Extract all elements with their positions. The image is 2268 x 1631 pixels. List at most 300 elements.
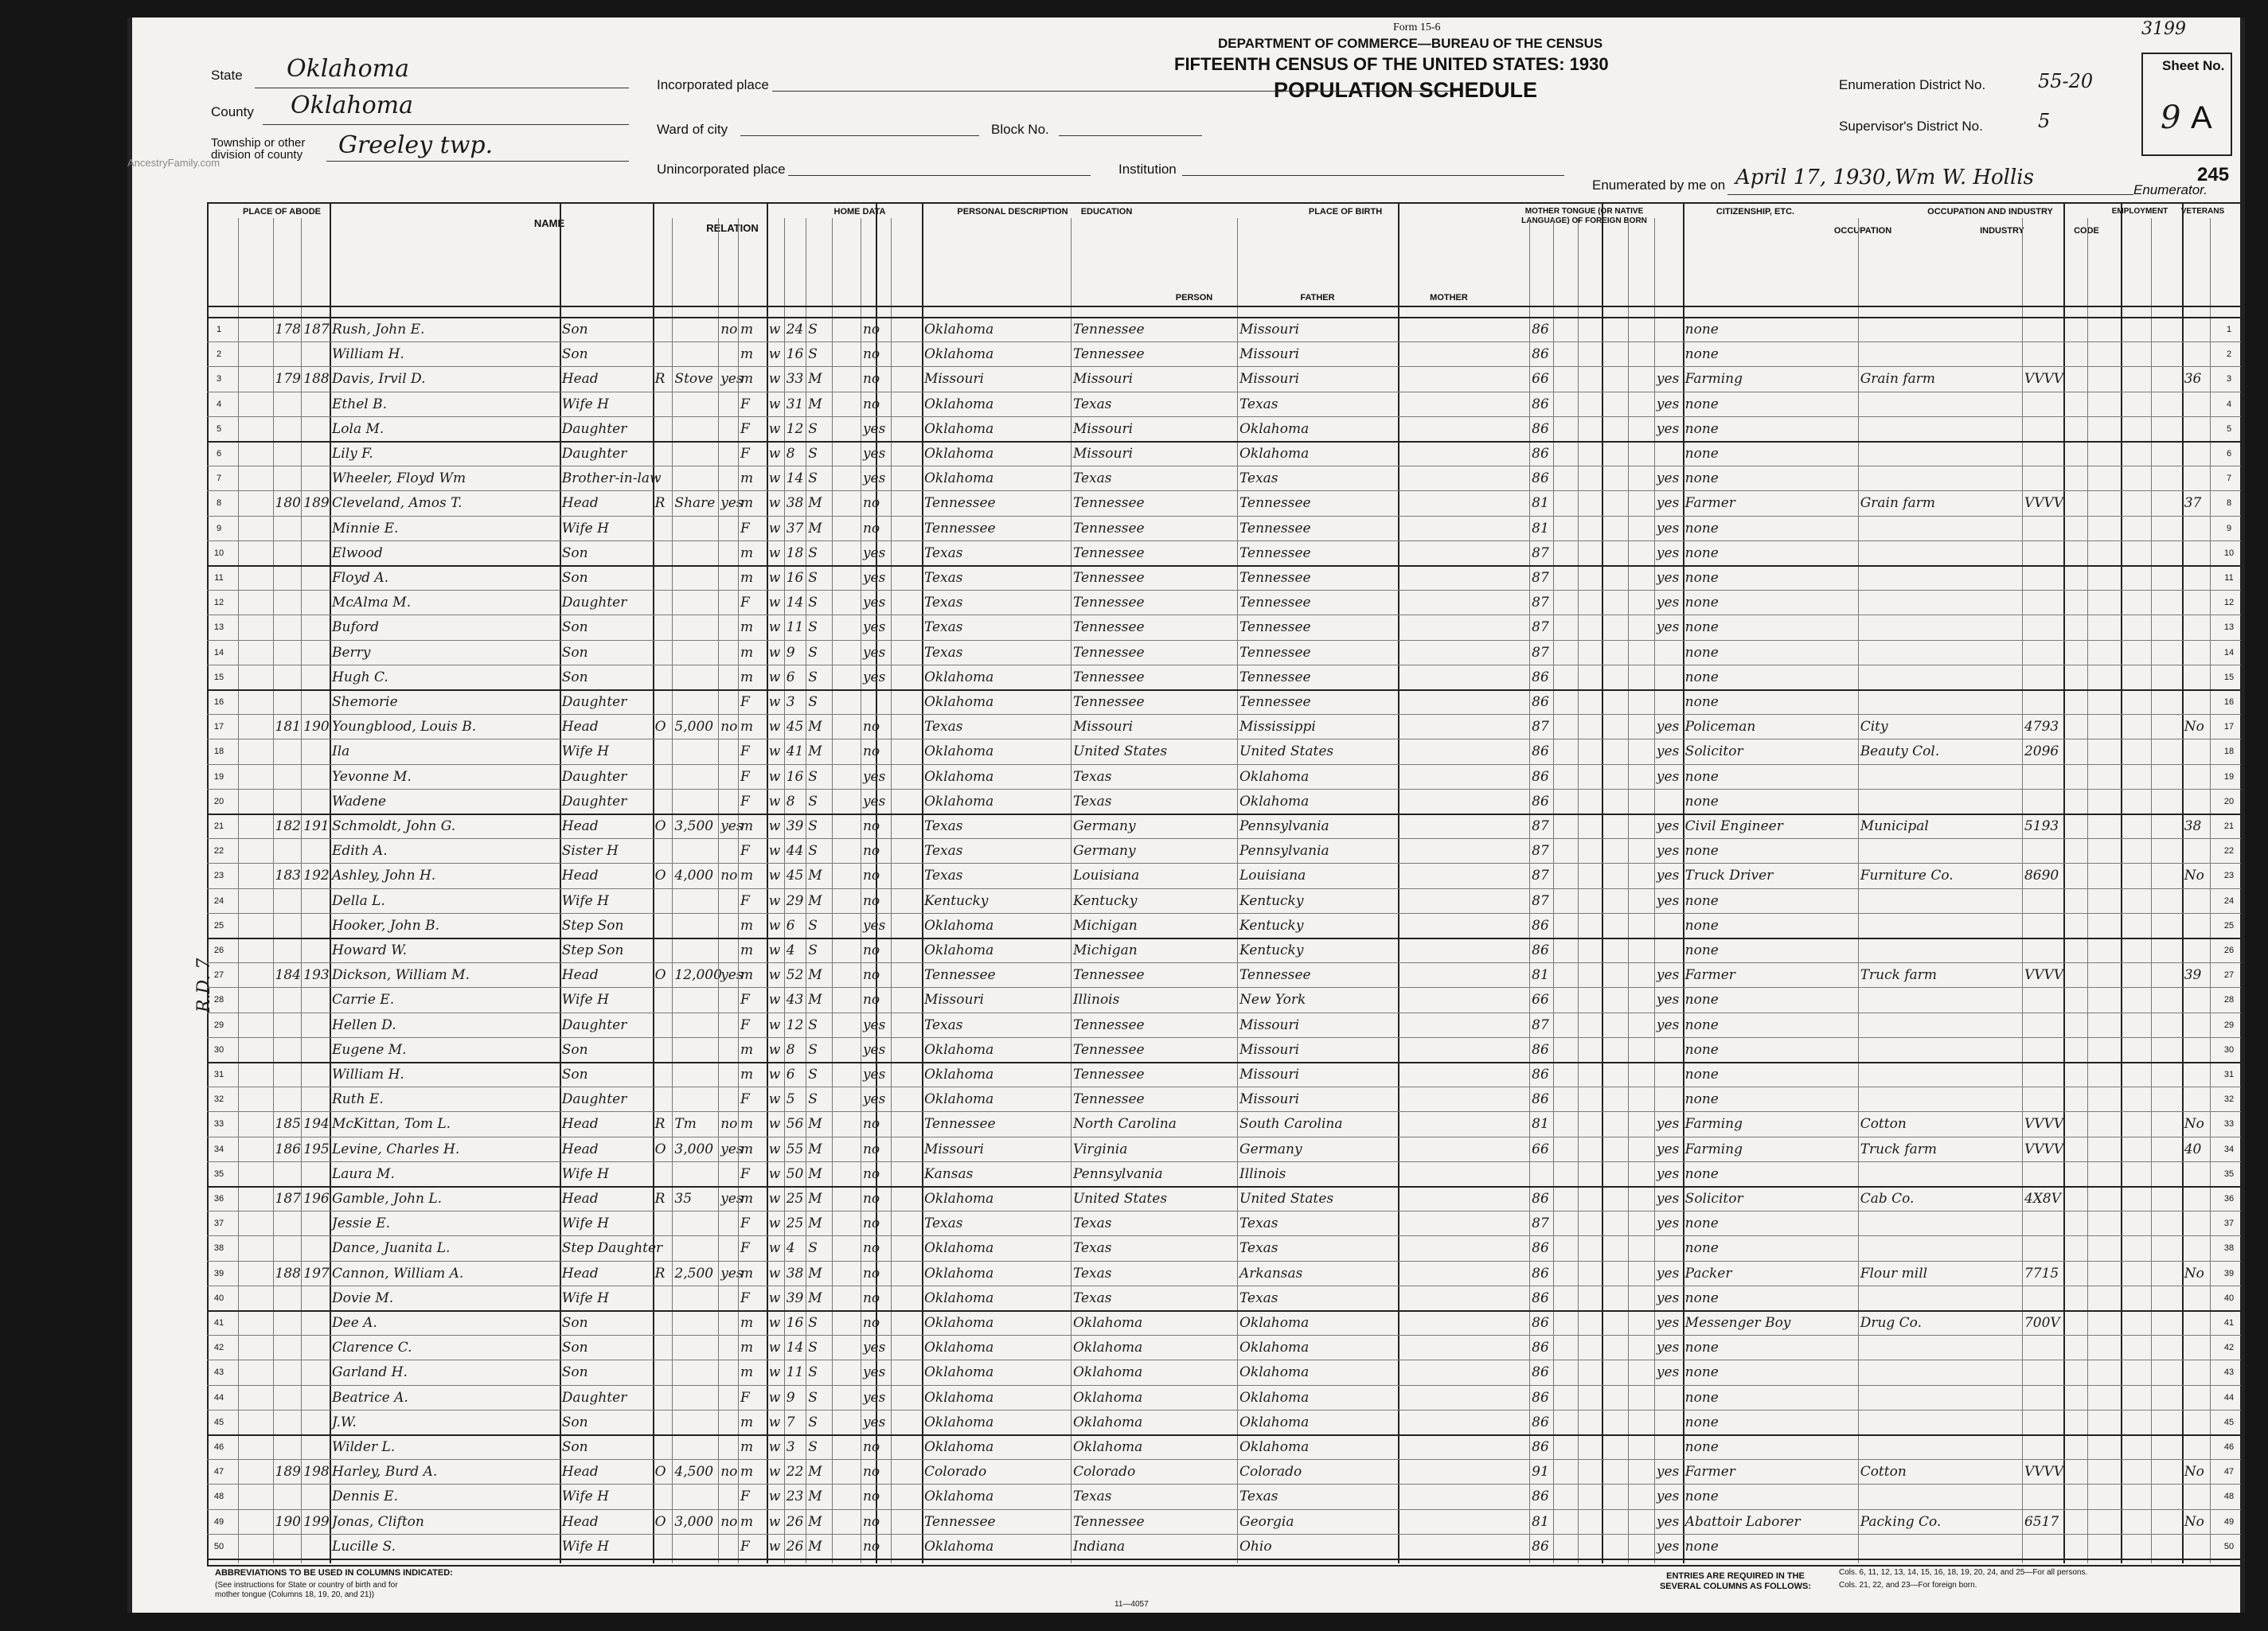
age: 38: [786, 1265, 804, 1282]
marital-status: M: [808, 892, 822, 909]
dwelling-number: 179: [275, 371, 301, 388]
ward-line: [740, 135, 979, 136]
age: 39: [786, 1290, 804, 1306]
occupation: none: [1684, 1439, 1719, 1455]
birthplace-father: Pennsylvania: [1072, 1165, 1163, 1182]
department-heading: DEPARTMENT OF COMMERCE—BUREAU OF THE CENSUS: [1218, 36, 1603, 51]
relation: Head: [561, 1191, 599, 1207]
age: 23: [786, 1489, 804, 1505]
birth-code: 86: [1532, 1364, 1549, 1381]
birthplace-father: Virginia: [1072, 1141, 1128, 1157]
radio-set: no: [720, 1513, 738, 1530]
relation: Step Daughter: [561, 1240, 663, 1257]
home-tenure: R: [654, 495, 666, 512]
occupation-code: 700V: [2024, 1315, 2060, 1331]
speaks-english: yes: [1656, 1464, 1680, 1481]
marital-status: M: [808, 1116, 822, 1133]
birthplace-person: Texas: [923, 644, 963, 661]
relation: Daughter: [561, 1016, 627, 1033]
birthplace-father: Tennessee: [1072, 544, 1145, 561]
incorporated-label: Incorporated place: [657, 77, 769, 92]
birthplace-mother: Mississippi: [1239, 719, 1316, 736]
relation: Head: [561, 1513, 599, 1530]
occupation: none: [1684, 544, 1719, 561]
home-value: 5,000: [674, 719, 714, 736]
county-label: County: [211, 104, 254, 119]
marital-status: M: [808, 719, 822, 736]
relation: Daughter: [561, 694, 627, 710]
birth-code: 66: [1532, 1141, 1549, 1157]
enumerated-label: Enumerated by me on: [1592, 178, 1726, 193]
sex: F: [740, 396, 750, 412]
row-number: 34: [2223, 1144, 2235, 1154]
birthplace-person: Missouri: [923, 371, 984, 388]
birthplace-father: North Carolina: [1072, 1116, 1177, 1133]
row-rule: [207, 938, 2241, 939]
person-name: Cannon, William A.: [332, 1265, 464, 1282]
home-tenure: R: [654, 1116, 666, 1133]
marital-status: S: [808, 1041, 818, 1058]
occupation-code: 8690: [2024, 868, 2059, 884]
industry: Packing Co.: [1860, 1513, 1942, 1530]
birthplace-mother: Missouri: [1239, 1041, 1300, 1058]
row-number: 47: [213, 1467, 224, 1477]
home-value: 4,000: [674, 868, 714, 884]
row-number: 26: [2223, 946, 2235, 955]
age: 25: [786, 1215, 804, 1232]
person-name: Minnie E.: [332, 520, 399, 537]
person-name: Beatrice A.: [332, 1389, 408, 1406]
birthplace-father: Texas: [1072, 1240, 1112, 1257]
family-number: 189: [303, 495, 330, 512]
row-rule: [207, 1310, 2241, 1312]
race: w: [768, 1265, 781, 1282]
race: w: [768, 446, 781, 462]
radio-set: yes: [720, 1265, 744, 1282]
race: w: [768, 793, 781, 810]
birthplace-person: Missouri: [923, 992, 984, 1009]
birth-code: 87: [1532, 644, 1549, 661]
row-rule: [207, 1037, 2241, 1038]
birth-code: 86: [1532, 1191, 1549, 1207]
age: 31: [786, 396, 804, 412]
birth-code: 86: [1532, 1315, 1549, 1331]
industry: Cab Co.: [1860, 1191, 1915, 1207]
birthplace-father: Oklahoma: [1072, 1315, 1143, 1331]
speaks-english: yes: [1656, 1538, 1680, 1555]
relation: Wife H: [561, 743, 609, 760]
sex: F: [740, 1389, 750, 1406]
race: w: [768, 619, 781, 636]
sex: m: [740, 1315, 754, 1331]
home-value: 2,500: [674, 1265, 714, 1282]
row-number: 4: [2226, 399, 2232, 409]
school-attendance: yes: [862, 1389, 886, 1406]
relation: Son: [561, 619, 588, 636]
birthplace-mother: Oklahoma: [1239, 420, 1310, 437]
birthplace-person: Oklahoma: [923, 1091, 994, 1108]
row-number: 13: [2223, 622, 2235, 633]
row-rule: [207, 1559, 2241, 1560]
family-number: 194: [303, 1116, 330, 1133]
row-number: 23: [2223, 871, 2235, 881]
age: 6: [786, 1067, 795, 1083]
row-rule: [207, 516, 2241, 517]
school-attendance: no: [862, 1513, 880, 1530]
speaks-english: yes: [1656, 1016, 1680, 1033]
person-name: Hooker, John B.: [332, 917, 439, 934]
industry: Truck farm: [1860, 967, 1938, 984]
birthplace-father: Indiana: [1072, 1538, 1126, 1555]
row-number: 1: [216, 325, 222, 334]
row-number: 36: [213, 1194, 224, 1204]
birthplace-father: Texas: [1072, 768, 1112, 785]
race: w: [768, 1141, 781, 1157]
footer-print-code: 11—4057: [1114, 1600, 1149, 1609]
birthplace-mother: Texas: [1239, 1290, 1278, 1306]
race: w: [768, 743, 781, 760]
occupation: none: [1684, 669, 1719, 685]
age: 37: [786, 520, 804, 537]
row-number: 32: [2223, 1094, 2235, 1105]
home-value: 3,000: [674, 1513, 714, 1530]
birthplace-person: Kentucky: [923, 892, 989, 909]
column-rule: [301, 218, 302, 1563]
birthplace-mother: Tennessee: [1239, 619, 1311, 636]
birthplace-father: Tennessee: [1072, 322, 1145, 338]
birthplace-person: Oklahoma: [923, 768, 994, 785]
row-number: 8: [2226, 498, 2232, 509]
row-number: 14: [2223, 647, 2235, 657]
home-tenure: O: [654, 967, 666, 984]
row-rule: [207, 1261, 2241, 1262]
birthplace-mother: New York: [1239, 992, 1306, 1009]
speaks-english: yes: [1656, 818, 1680, 834]
marital-status: S: [808, 420, 818, 437]
industry: Beauty Col.: [1860, 743, 1940, 760]
row-number: 16: [2223, 697, 2235, 707]
occupation: Messenger Boy: [1684, 1315, 1791, 1331]
birthplace-father: Oklahoma: [1072, 1414, 1143, 1430]
age: 9: [786, 644, 795, 661]
census-title: FIFTEENTH CENSUS OF THE UNITED STATES: 1930: [1174, 54, 1609, 74]
sex: F: [740, 1215, 750, 1232]
family-number: 188: [303, 371, 330, 388]
school-attendance: no: [862, 322, 880, 338]
birthplace-father: Tennessee: [1072, 619, 1145, 636]
birth-mother-header: MOTHER: [1430, 293, 1468, 302]
race: w: [768, 1315, 781, 1331]
occupation: none: [1684, 793, 1719, 810]
occupation-code: VVVV: [2024, 495, 2064, 512]
birthplace-father: Tennessee: [1072, 595, 1145, 611]
race: w: [768, 818, 781, 834]
page-number: 245: [2197, 164, 2230, 185]
incorporated-line: [772, 91, 1457, 92]
birthplace-person: Oklahoma: [923, 669, 994, 685]
relation: Head: [561, 1141, 599, 1157]
marital-status: M: [808, 520, 822, 537]
marital-status: M: [808, 1215, 822, 1232]
person-name: Carrie E.: [332, 992, 395, 1009]
birth-code: 81: [1532, 967, 1549, 984]
industry: Furniture Co.: [1860, 868, 1954, 884]
enum-district-label: Enumeration District No.: [1839, 77, 1986, 92]
radio-set: yes: [720, 371, 744, 388]
dwelling-number: 178: [275, 322, 301, 338]
veteran-status: No: [2184, 1513, 2204, 1530]
birthplace-mother: Tennessee: [1239, 520, 1311, 537]
sex: F: [740, 743, 750, 760]
row-number: 34: [213, 1144, 224, 1154]
column-rule: [718, 218, 719, 1563]
family-number: 190: [303, 719, 330, 736]
marital-status: M: [808, 743, 822, 760]
occupation: Civil Engineer: [1684, 818, 1783, 834]
row-number: 40: [213, 1293, 224, 1303]
row-number: 2: [216, 349, 222, 360]
birthplace-mother: Tennessee: [1239, 694, 1311, 710]
footer-abbrev-note: (See instructions for State or country of birth and for mother tongue (Columns 18, 19, 20, and 21)): [215, 1581, 398, 1599]
occupation: none: [1684, 942, 1719, 958]
row-number: 30: [213, 1044, 224, 1055]
footer-cols-note-1: Cols. 6, 11, 12, 13, 14, 15, 16, 18, 19, 20, 24, and 25—For all persons.: [1839, 1568, 2088, 1577]
relation: Son: [561, 1364, 588, 1381]
birthplace-person: Oklahoma: [923, 793, 994, 810]
age: 38: [786, 495, 804, 512]
school-attendance: no: [862, 495, 880, 512]
home-tenure: O: [654, 1141, 666, 1157]
birthplace-person: Tennessee: [923, 1513, 996, 1530]
occupation-code: VVVV: [2024, 371, 2064, 388]
birthplace-mother: Pennsylvania: [1239, 843, 1329, 860]
industry: Cotton: [1860, 1464, 1907, 1481]
row-rule: [207, 1335, 2241, 1336]
row-rule: [207, 714, 2241, 715]
sex: m: [740, 322, 754, 338]
birthplace-mother: Oklahoma: [1239, 1364, 1310, 1381]
age: 43: [786, 992, 804, 1009]
race: w: [768, 669, 781, 685]
birth-person-header: PERSON: [1175, 293, 1213, 302]
dwelling-number: 188: [275, 1265, 301, 1282]
relation: Daughter: [561, 1091, 627, 1108]
row-number: 46: [213, 1442, 224, 1452]
sex: m: [740, 371, 754, 388]
age: 41: [786, 743, 804, 760]
birth-code: 81: [1532, 1116, 1549, 1133]
sex: F: [740, 420, 750, 437]
birthplace-person: Oklahoma: [923, 346, 994, 363]
marital-status: M: [808, 1141, 822, 1157]
birth-code: 87: [1532, 1215, 1549, 1232]
sex: m: [740, 818, 754, 834]
row-number: 46: [2223, 1442, 2235, 1452]
birth-code: 87: [1532, 818, 1549, 834]
birth-code: 86: [1532, 1489, 1549, 1505]
school-attendance: no: [862, 1290, 880, 1306]
birthplace-mother: Oklahoma: [1239, 768, 1310, 785]
marital-status: S: [808, 619, 818, 636]
school-attendance: yes: [862, 669, 886, 685]
relation: Head: [561, 868, 599, 884]
row-rule: [207, 838, 2241, 839]
occupation-code: VVVV: [2024, 1464, 2064, 1481]
column-rule: [784, 218, 785, 1563]
birthplace-mother: Tennessee: [1239, 644, 1311, 661]
school-attendance: no: [862, 868, 880, 884]
speaks-english: yes: [1656, 1116, 1680, 1133]
column-rule: [1237, 218, 1238, 1563]
row-number: 50: [2223, 1541, 2235, 1551]
veteran-status: 40: [2184, 1141, 2202, 1157]
marital-status: M: [808, 1464, 822, 1481]
row-number: 11: [214, 573, 224, 583]
row-number: 23: [213, 871, 224, 881]
marital-status: S: [808, 446, 818, 462]
row-rule: [207, 1062, 2241, 1063]
sex: m: [740, 570, 754, 586]
speaks-english: yes: [1656, 768, 1680, 785]
birth-code: 86: [1532, 470, 1549, 487]
birthplace-mother: United States: [1239, 743, 1334, 760]
occupation: none: [1684, 619, 1719, 636]
occupation: none: [1684, 917, 1719, 934]
dwelling-number: 184: [275, 967, 301, 984]
row-number: 47: [2223, 1467, 2235, 1477]
age: 14: [786, 595, 804, 611]
birthplace-father: Oklahoma: [1072, 1439, 1143, 1455]
relation: Son: [561, 322, 588, 338]
relation: Sister H: [561, 843, 619, 860]
radio-set: yes: [720, 1141, 744, 1157]
birthplace-father: Texas: [1072, 1215, 1112, 1232]
row-rule: [207, 565, 2241, 567]
sex: m: [740, 868, 754, 884]
family-number: 191: [303, 818, 330, 834]
row-rule: [207, 416, 2241, 417]
age: 8: [786, 1041, 795, 1058]
age: 12: [786, 1016, 804, 1033]
birthplace-person: Oklahoma: [923, 1364, 994, 1381]
row-rule: [207, 1111, 2241, 1112]
school-attendance: no: [862, 1215, 880, 1232]
family-number: 187: [303, 322, 330, 338]
birthplace-mother: Pennsylvania: [1239, 818, 1329, 834]
school-attendance: no: [862, 719, 880, 736]
occupation: Farming: [1684, 371, 1743, 388]
relation: Daughter: [561, 1389, 627, 1406]
row-rule: [207, 1385, 2241, 1386]
marital-status: S: [808, 1067, 818, 1083]
school-attendance: no: [862, 1240, 880, 1257]
sex: F: [740, 892, 750, 909]
row-number: 28: [213, 995, 224, 1005]
occupation-code: 2096: [2024, 743, 2059, 760]
birthplace-father: Texas: [1072, 1290, 1112, 1306]
sex: m: [740, 346, 754, 363]
occupation: none: [1684, 420, 1719, 437]
row-number: 1: [2226, 325, 2232, 334]
person-name: Hugh C.: [332, 669, 388, 685]
age: 16: [786, 570, 804, 586]
sex: F: [740, 520, 750, 537]
row-number: 49: [213, 1516, 224, 1527]
birthplace-father: Texas: [1072, 1489, 1112, 1505]
birth-code: 86: [1532, 743, 1549, 760]
birth-code: 86: [1532, 420, 1549, 437]
person-name: Lily F.: [332, 446, 373, 462]
industry: Cotton: [1860, 1116, 1907, 1133]
row-rule: [207, 789, 2241, 790]
birth-code: 86: [1532, 1414, 1549, 1430]
occupation: none: [1684, 1067, 1719, 1083]
sex: m: [740, 669, 754, 685]
birthplace-mother: United States: [1239, 1191, 1334, 1207]
race: w: [768, 694, 781, 710]
row-number: 5: [2226, 423, 2232, 434]
person-name: J.W.: [332, 1414, 357, 1430]
school-attendance: yes: [862, 446, 886, 462]
school-attendance: no: [862, 843, 880, 860]
family-number: 192: [303, 868, 330, 884]
birthplace-person: Oklahoma: [923, 322, 994, 338]
row-number: 21: [213, 821, 224, 831]
age: 26: [786, 1538, 804, 1555]
home-tenure: O: [654, 719, 666, 736]
person-name: Davis, Irvil D.: [332, 371, 426, 388]
race: w: [768, 768, 781, 785]
footer-cols-note-2: Cols. 21, 22, and 23—For foreign born.: [1839, 1581, 1977, 1590]
speaks-english: yes: [1656, 1265, 1680, 1282]
row-rule: [207, 913, 2241, 914]
unincorporated-line: [788, 175, 1091, 176]
row-rule: [207, 814, 2241, 815]
row-rule: [207, 962, 2241, 963]
race: w: [768, 1191, 781, 1207]
relation: Son: [561, 1041, 588, 1058]
birthplace-mother: Germany: [1239, 1141, 1302, 1157]
sex: F: [740, 1016, 750, 1033]
speaks-english: yes: [1656, 619, 1680, 636]
row-number: 44: [213, 1392, 224, 1403]
row-number: 45: [2223, 1417, 2235, 1427]
radio-set: yes: [720, 967, 744, 984]
birthplace-mother: Texas: [1239, 1215, 1278, 1232]
birthplace-father: Tennessee: [1072, 346, 1145, 363]
occupation: none: [1684, 470, 1719, 487]
sex: F: [740, 1240, 750, 1257]
occupation-code: VVVV: [2024, 1141, 2064, 1157]
relation: Wife H: [561, 892, 609, 909]
birthplace-person: Oklahoma: [923, 917, 994, 934]
row-number: 19: [213, 771, 224, 782]
form-number: Form 15-6: [1393, 21, 1441, 33]
sex: m: [740, 1141, 754, 1157]
age: 7: [786, 1414, 795, 1430]
ward-label: Ward of city: [657, 122, 728, 137]
sex: F: [740, 843, 750, 860]
occupation: Farming: [1684, 1116, 1743, 1133]
birthplace-mother: Oklahoma: [1239, 1315, 1310, 1331]
county-value: Oklahoma: [291, 92, 413, 119]
person-name: Ashley, John H.: [332, 868, 436, 884]
person-name: McAlma M.: [332, 595, 412, 611]
marital-status: S: [808, 942, 818, 958]
occupation: none: [1684, 1290, 1719, 1306]
age: 29: [786, 892, 804, 909]
dwelling-number: 189: [275, 1464, 301, 1481]
